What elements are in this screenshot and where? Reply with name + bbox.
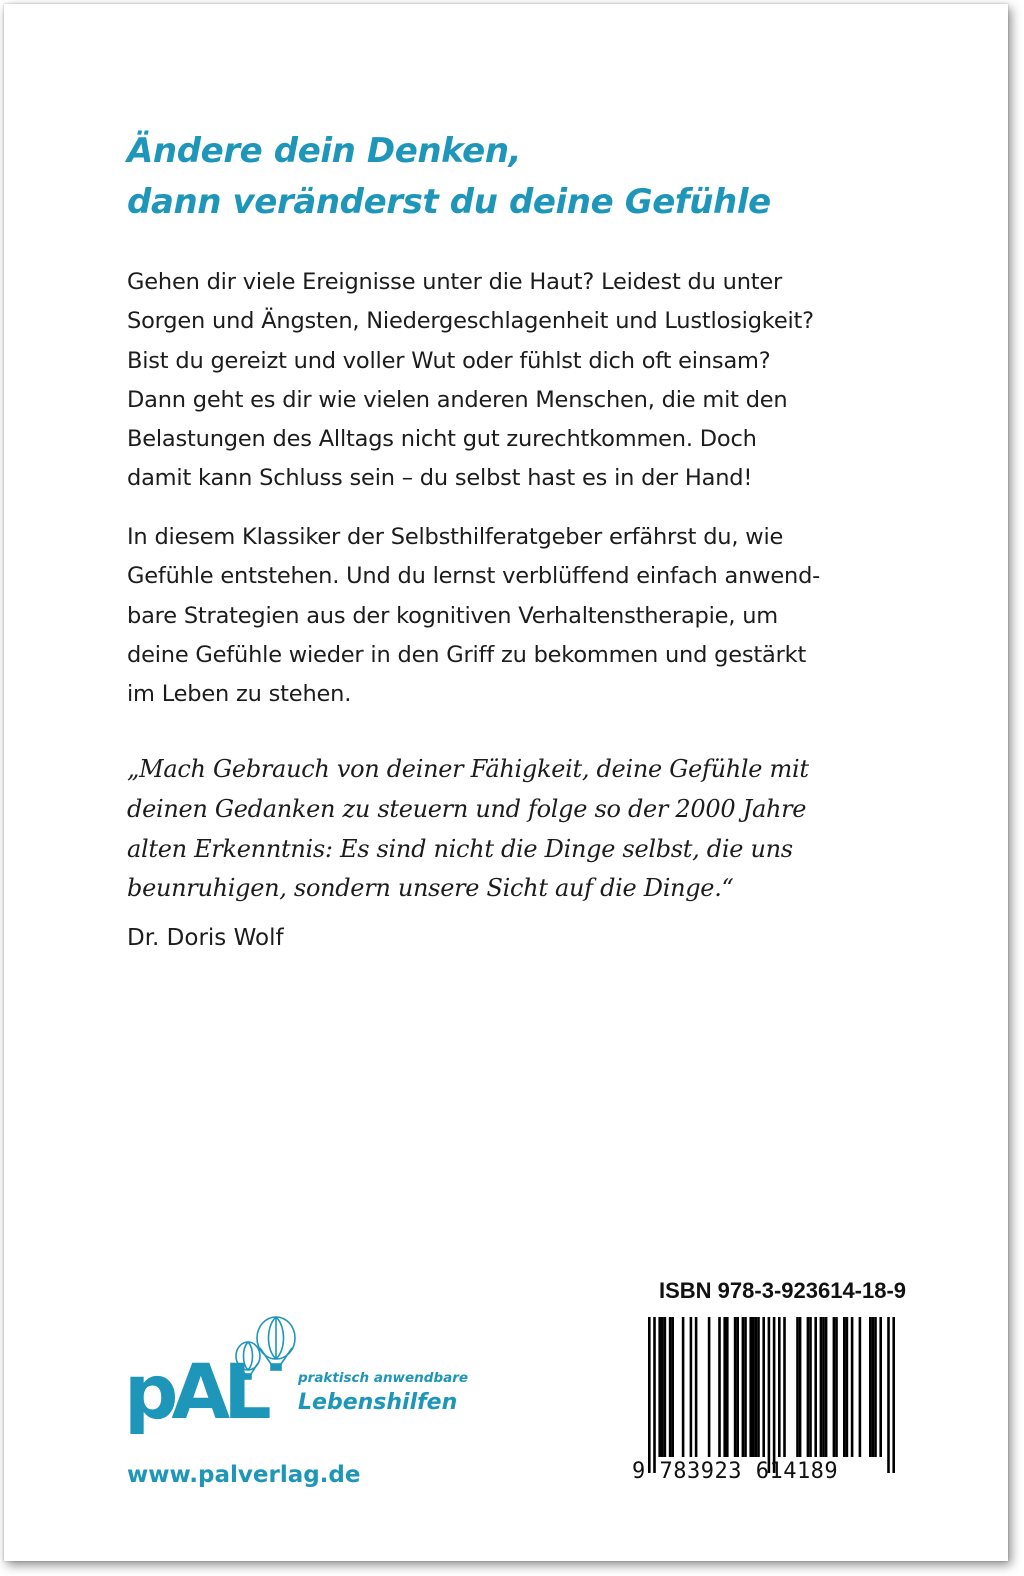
- barcode-guard-bar: [887, 1317, 890, 1473]
- barcode-bar: [869, 1317, 872, 1457]
- book-back-cover: [4, 4, 1008, 1561]
- tagline-line-1: praktisch anwendbare: [298, 1370, 469, 1386]
- barcode-bar: [671, 1317, 674, 1457]
- barcode-bar: [757, 1317, 760, 1457]
- barcode-bar: [783, 1317, 786, 1457]
- text-line: Sorgen und Ängsten, Niedergeschlagenheit und Lustlosigkeit?: [127, 308, 814, 335]
- headline-line: dann veränderst du deine Gefühle: [127, 182, 771, 222]
- text-line: deine Gefühle wieder in den Griff zu bekommen und gestärkt: [127, 641, 807, 668]
- text-line: Belastungen des Alltags nicht gut zurechtkommen. Doch: [127, 426, 757, 453]
- barcode-bar: [734, 1317, 737, 1457]
- publisher-website-link[interactable]: www.palverlag.de: [127, 1462, 361, 1488]
- publisher-logo-wordmark: pAL: [124, 1347, 265, 1436]
- headline-line: Ändere dein Denken,: [127, 131, 522, 171]
- text-line: Dann geht es dir wie vielen anderen Menschen, die mit den: [127, 386, 788, 413]
- barcode-bar: [752, 1317, 755, 1457]
- barcode-bar: [682, 1317, 685, 1457]
- description-paragraph-2: [127, 518, 927, 714]
- publisher-logo: [122, 1312, 502, 1452]
- barcode-guard-bar: [653, 1317, 656, 1473]
- text-line: damit kann Schluss sein – du selbst hast es in der Hand!: [127, 465, 753, 492]
- barcode-bar: [723, 1317, 726, 1457]
- text-line: In diesem Klassiker der Selbsthilferatgeber erfährst du, wie: [127, 524, 784, 550]
- isbn-barcode: [628, 1311, 896, 1495]
- isbn-label: ISBN 978-3-923614-18-9: [659, 1278, 907, 1303]
- barcode-bar: [814, 1317, 817, 1457]
- barcode-bar: [872, 1317, 875, 1457]
- publisher-tagline: [298, 1368, 468, 1418]
- barcode-digits: 9 783923 614189: [632, 1459, 839, 1484]
- description-paragraph-1: [127, 263, 927, 499]
- barcode-bar: [851, 1317, 854, 1457]
- text-line: bare Strategien aus der kognitiven Verhaltenstherapie, um: [127, 602, 779, 629]
- quote-line: alten Erkenntnis: Es sind nicht die Dinge selbst, die uns: [127, 834, 793, 863]
- barcode-guard-bar: [648, 1317, 651, 1473]
- barcode-bar: [658, 1317, 661, 1457]
- barcode-bar: [755, 1317, 758, 1457]
- barcode-bar: [809, 1317, 812, 1457]
- barcode-guard-bar: [773, 1317, 776, 1473]
- text-line: im Leben zu stehen.: [127, 681, 352, 708]
- barcode-bar: [718, 1317, 721, 1457]
- barcode-bar: [778, 1317, 781, 1457]
- barcode-bar: [799, 1317, 802, 1457]
- barcode-bar: [661, 1317, 664, 1457]
- barcode-bar: [820, 1317, 823, 1457]
- barcode-bar: [833, 1317, 836, 1457]
- barcode-bar: [825, 1317, 828, 1457]
- barcode-bar: [749, 1317, 752, 1457]
- barcode-bar: [664, 1317, 667, 1457]
- barcode-bar: [726, 1317, 729, 1457]
- tagline-line-2: Lebenshilfen: [298, 1390, 458, 1415]
- barcode-bar: [822, 1317, 825, 1457]
- barcode-bar: [835, 1317, 838, 1457]
- text-line: Bist du gereizt und voller Wut oder fühlst dich oft einsam?: [127, 347, 771, 374]
- barcode-bar: [690, 1317, 693, 1457]
- headline: [127, 126, 947, 228]
- quote-author: Dr. Doris Wolf: [127, 925, 284, 951]
- text-line: Gefühle entstehen. Und du lernst verblüffend einfach anwend-: [127, 563, 821, 590]
- barcode-bar: [744, 1317, 747, 1457]
- barcode-bar: [762, 1317, 765, 1457]
- author-quote: [127, 750, 947, 909]
- barcode-bar: [807, 1317, 810, 1457]
- quote-line: deinen Gedanken zu steuern und folge so der 2000 Jahre: [127, 794, 807, 823]
- text-line: Gehen dir viele Ereignisse unter die Haut? Leidest du unter: [127, 269, 783, 295]
- barcode-bar: [708, 1317, 711, 1457]
- barcode-bar: [796, 1317, 799, 1457]
- barcode-bar: [874, 1317, 877, 1457]
- barcode-bar: [843, 1317, 846, 1457]
- barcode-bar: [879, 1317, 882, 1457]
- barcode-bar: [736, 1317, 739, 1457]
- barcode-bar: [859, 1317, 862, 1457]
- barcode-bar: [742, 1317, 745, 1457]
- barcode-guard-bar: [768, 1317, 771, 1473]
- barcode-bar: [669, 1317, 672, 1457]
- barcode-guard-bar: [892, 1317, 895, 1473]
- quote-line: „Mach Gebrauch von deiner Fähigkeit, deine Gefühle mit: [127, 755, 809, 783]
- barcode-bar: [695, 1317, 698, 1457]
- quote-line: beunruhigen, sondern unsere Sicht auf die Dinge.“: [127, 874, 734, 903]
- barcode-bar: [846, 1317, 849, 1457]
